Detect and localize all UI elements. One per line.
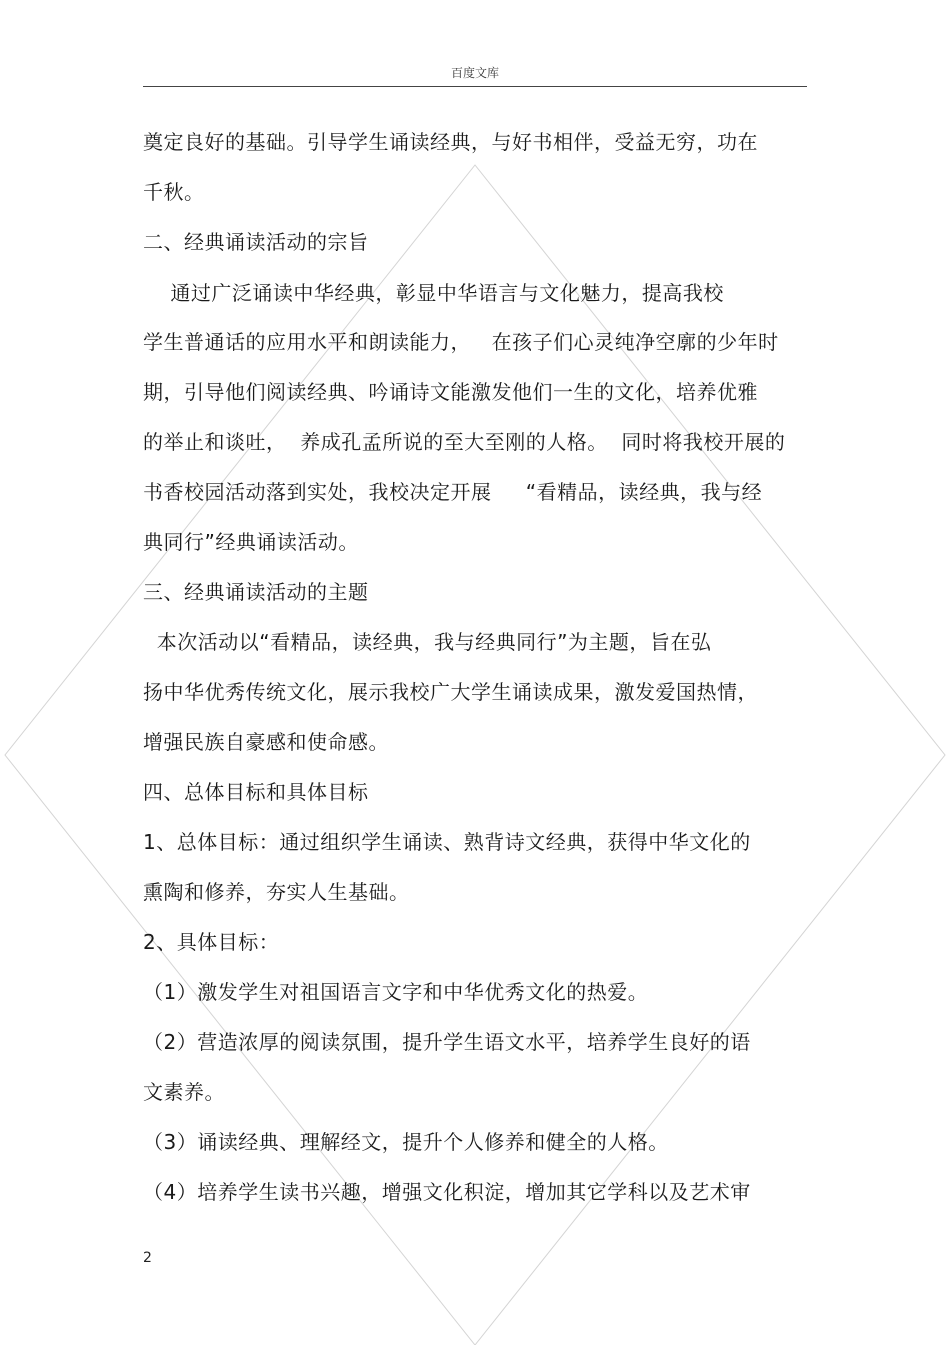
body-line: 本次活动以“看精品，读经典，我与经典同行”为主题，旨在弘 [143, 630, 712, 654]
body-line: 期，引导他们阅读经典、吟诵诗文能激发他们一生的文化，培养优雅 [143, 380, 758, 404]
body-line: 增强民族自豪感和使命感。 [143, 730, 389, 754]
body-line: 扬中华优秀传统文化，展示我校广大学生诵读成果，激发爱国热情， [143, 680, 758, 704]
body-line: 典同行”经典诵读活动。 [143, 530, 359, 554]
list-item: （1）激发学生对祖国语言文字和中华优秀文化的热爱。 [143, 980, 649, 1004]
body-line: 2、具体目标： [143, 930, 280, 954]
list-item: （2）营造浓厚的阅读氛围，提升学生语文水平，培养学生良好的语 [143, 1030, 751, 1054]
list-item: （3）诵读经典、理解经文，提升个人修养和健全的人格。 [143, 1130, 669, 1154]
page-header-title: 百度文库 [450, 66, 499, 80]
list-item: 文素养。 [143, 1080, 225, 1104]
body-line: 学生普通话的应用水平和朗读能力， 在孩子们心灵纯净空廓的少年时 [143, 330, 779, 354]
body-line: 熏陶和修养，夯实人生基础。 [143, 880, 410, 904]
section-heading: 三、经典诵读活动的主题 [143, 580, 369, 604]
body-line: 通过广泛诵读中华经典，彰显中华语言与文化魅力，提高我校 [143, 281, 724, 305]
body-line: 书香校园活动落到实处，我校决定开展 “看精品，读经典，我与经 [143, 480, 763, 504]
page-number: 2 [143, 1250, 152, 1266]
section-heading: 二、经典诵读活动的宗旨 [143, 230, 369, 254]
header-divider [143, 86, 807, 87]
body-line: 1、总体目标：通过组织学生诵读、熟背诗文经典，获得中华文化的 [143, 830, 751, 854]
body-line: 奠定良好的基础。引导学生诵读经典，与好书相伴，受益无穷，功在 [143, 130, 758, 154]
list-item: （4）培养学生读书兴趣，增强文化积淀，增加其它学科以及艺术审 [143, 1180, 751, 1204]
body-line: 千秋。 [143, 180, 205, 204]
body-line: 的举止和谈吐， 养成孔孟所说的至大至刚的人格。 同时将我校开展的 [143, 430, 786, 454]
section-heading: 四、总体目标和具体目标 [143, 780, 369, 804]
